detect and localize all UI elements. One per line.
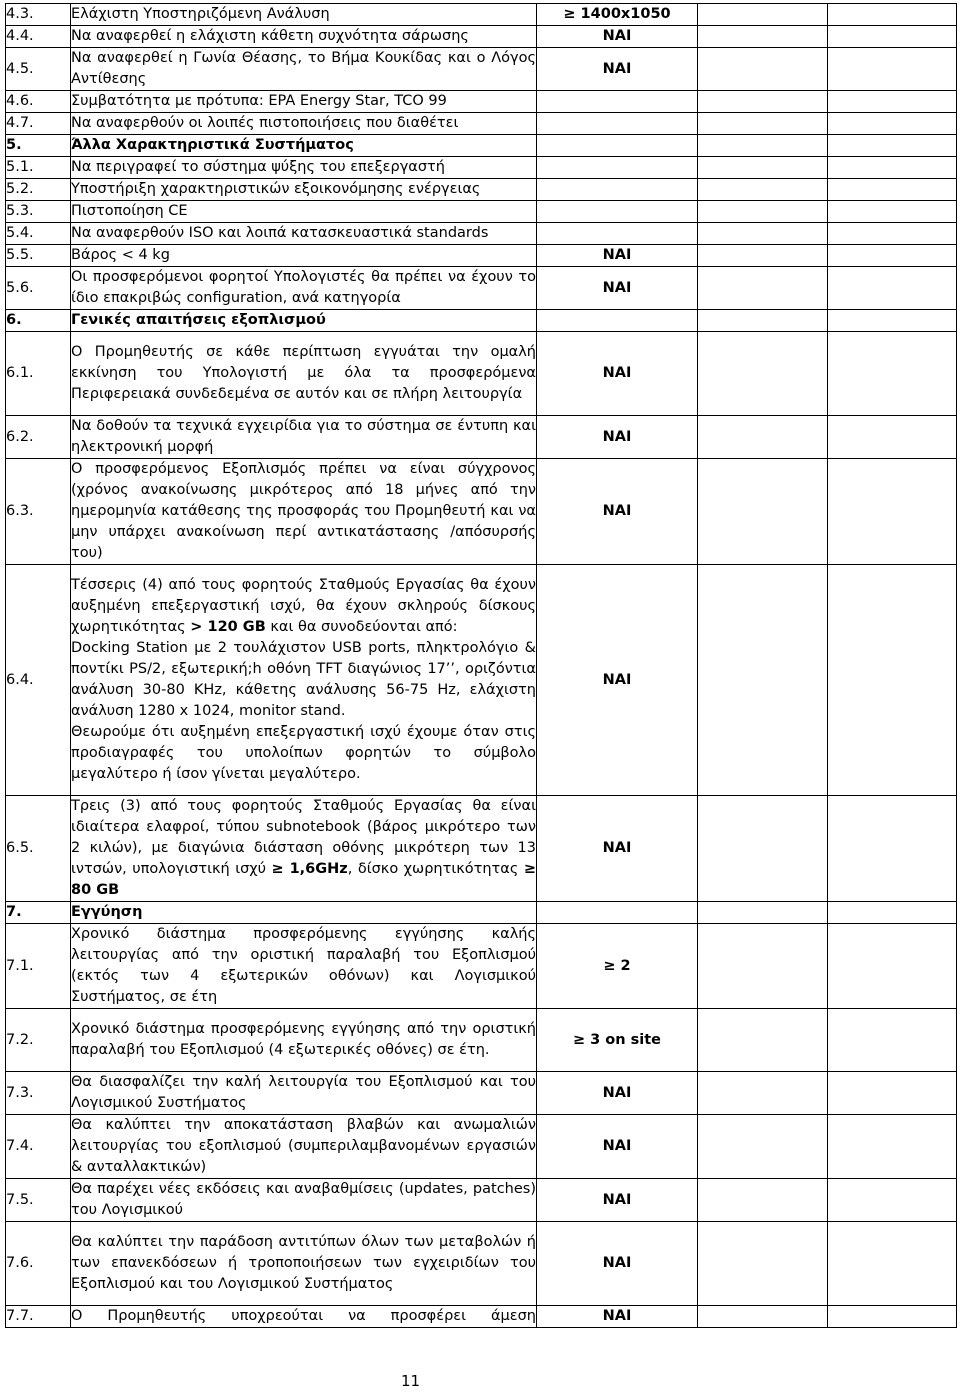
item-description: Χρονικό διάστημα προσφερόμενης εγγύησης από την οριστική παραλαβή του Εξοπλισμού (4 εξωτερικές οθόνες) σε έτη. <box>71 1009 537 1072</box>
section-title: Γενικές απαιτήσεις εξοπλισμού <box>71 310 537 332</box>
section-title: Εγγύηση <box>71 902 537 924</box>
description-text: Τέσσερις (4) από τους φορητούς Σταθμούς Εργασίας θα έχουν αυξημένη επεξεργαστική ισχύ, θα έχουν σκληρούς δίσκους χωρητικότητας <box>71 577 536 635</box>
item-number: 5.3. <box>6 201 71 223</box>
item-number: 4.4. <box>6 26 71 48</box>
item-description: Να αναφερθεί η Γωνία Θέασης, το Βήμα Κουκίδας και ο Λόγος Αντίθεσης <box>71 48 537 91</box>
requirement-value: ΝΑΙ <box>537 565 698 796</box>
item-description: Βάρος < 4 kg <box>71 245 537 267</box>
reference-cell <box>828 1072 957 1115</box>
requirement-value: ΝΑΙ <box>537 245 698 267</box>
requirement-value: ΝΑΙ <box>537 459 698 565</box>
answer-cell <box>698 902 828 924</box>
item-number: 7.3. <box>6 1072 71 1115</box>
answer-cell <box>698 796 828 902</box>
table-row <box>6 48 957 91</box>
table-row <box>6 565 957 796</box>
item-description: Θα καλύπτει την παράδοση αντιτύπων όλων των μεταβολών ή των επανεκδόσεων ή τροποποιήσεων των εγχειριδίων του Εξοπλισμού και του Λογισμικού Συστήματος <box>71 1222 537 1306</box>
item-number: 4.7. <box>6 113 71 135</box>
table-row <box>6 157 957 179</box>
table-row <box>6 1306 957 1328</box>
item-number: 7.2. <box>6 1009 71 1072</box>
answer-cell <box>698 1115 828 1179</box>
item-description: Πιστοποίηση CE <box>71 201 537 223</box>
answer-cell <box>698 1072 828 1115</box>
requirement-value <box>537 902 698 924</box>
item-description: Θα παρέχει νέες εκδόσεις και αναβαθμίσεις (updates, patches) του Λογισμικού <box>71 1179 537 1222</box>
reference-cell <box>828 201 957 223</box>
item-number: 6.1. <box>6 332 71 416</box>
item-number: 4.6. <box>6 91 71 113</box>
section-row <box>6 902 957 924</box>
description-paragraph: Docking Station με 2 τουλάχιστον USB ports, πληκτρολόγιο & ποντίκι PS/2, εξωτερική;h οθόνη TFT διαγώνιος 17’’, οριζόντια ανάλυση 30-80 KHz, κάθετης ανάλυσης 56-75 Hz, ελάχιστη ανάλυση 1280 x 1024, monitor stand. <box>71 640 536 719</box>
description-highlight: ≥ 80 GB <box>71 861 536 898</box>
requirement-value: ΝΑΙ <box>537 416 698 459</box>
requirement-value <box>537 113 698 135</box>
requirement-value: ΝΑΙ <box>537 1072 698 1115</box>
answer-cell <box>698 26 828 48</box>
reference-cell <box>828 1009 957 1072</box>
reference-cell <box>828 245 957 267</box>
requirement-value: ΝΑΙ <box>537 26 698 48</box>
item-number: 5.5. <box>6 245 71 267</box>
table-row <box>6 924 957 1009</box>
description-text: Τρεις (3) από τους φορητούς Σταθμούς Εργασίας θα είναι ιδιαίτερα ελαφροί, τύπου subnotebook (βάρος μικρότερο των 2 κιλών), με διαγώνια διάσταση οθόνης μικρότερη των 13 ιντσών, υπολογιστική ισχύ <box>71 798 536 877</box>
item-description: Ο Προμηθευτής σε κάθε περίπτωση εγγυάται την ομαλή εκκίνηση του Υπολογιστή με όλα τα προσφερόμενα Περιφερειακά συνδεδεμένα σε αυτόν και σε πλήρη λειτουργία <box>71 332 537 416</box>
answer-cell <box>698 48 828 91</box>
item-number: 5.4. <box>6 223 71 245</box>
item-number: 5.1. <box>6 157 71 179</box>
answer-cell <box>698 924 828 1009</box>
reference-cell <box>828 1222 957 1306</box>
table-row <box>6 332 957 416</box>
requirement-value: ΝΑΙ <box>537 796 698 902</box>
section-number: 6. <box>6 310 71 332</box>
page-number: 11 <box>401 1372 421 1390</box>
description-text: και θα συνοδεύονται από: <box>270 619 458 635</box>
requirement-value <box>537 91 698 113</box>
item-description: Θα καλύπτει την αποκατάσταση βλαβών και ανωμαλιών λειτουργίας του εξοπλισμού (συμπεριλαμβανομένων εργασιών & ανταλλακτικών) <box>71 1115 537 1179</box>
table-row <box>6 416 957 459</box>
item-number: 7.1. <box>6 924 71 1009</box>
requirement-value: ΝΑΙ <box>537 48 698 91</box>
item-description: Να δοθούν τα τεχνικά εγχειρίδια για το σύστημα σε έντυπη και ηλεκτρονική μορφή <box>71 416 537 459</box>
answer-cell <box>698 332 828 416</box>
reference-cell <box>828 924 957 1009</box>
requirement-value: ΝΑΙ <box>537 1115 698 1179</box>
requirement-value: ≥ 2 <box>537 924 698 1009</box>
item-number: 5.6. <box>6 267 71 310</box>
reference-cell <box>828 135 957 157</box>
reference-cell <box>828 310 957 332</box>
item-number: 6.5. <box>6 796 71 902</box>
reference-cell <box>828 1179 957 1222</box>
item-description: Χρονικό διάστημα προσφερόμενης εγγύησης καλής λειτουργίας από την οριστική παραλαβή του Εξοπλισμού (εκτός των 4 εξωτερικών οθόνων) και Λογισμικού Συστήματος, σε έτη <box>71 924 537 1009</box>
item-description: Να αναφερθούν οι λοιπές πιστοποιήσεις που διαθέτει <box>71 113 537 135</box>
section-title: Άλλα Χαρακτηριστικά Συστήματος <box>71 135 537 157</box>
answer-cell <box>698 416 828 459</box>
reference-cell <box>828 91 957 113</box>
description-paragraph <box>71 575 536 638</box>
answer-cell <box>698 1009 828 1072</box>
item-number: 6.4. <box>6 565 71 796</box>
answer-cell <box>698 1179 828 1222</box>
description-highlight: ≥ 1,6GHz <box>271 861 348 877</box>
reference-cell <box>828 4 957 26</box>
description-text: , δίσκο χωρητικότητας <box>347 861 519 877</box>
reference-cell <box>828 26 957 48</box>
reference-cell <box>828 48 957 91</box>
item-number: 4.3. <box>6 4 71 26</box>
requirement-value <box>537 223 698 245</box>
table-row <box>6 4 957 26</box>
requirement-value: ΝΑΙ <box>537 332 698 416</box>
table-row <box>6 113 957 135</box>
answer-cell <box>698 201 828 223</box>
specification-table <box>5 3 957 1328</box>
item-number: 4.5. <box>6 48 71 91</box>
item-description: Συμβατότητα με πρότυπα: EPA Energy Star, TCO 99 <box>71 91 537 113</box>
item-description <box>71 565 537 796</box>
requirement-value: ΝΑΙ <box>537 267 698 310</box>
item-description <box>71 796 537 902</box>
table-row <box>6 1009 957 1072</box>
table-row <box>6 1115 957 1179</box>
item-description: Να αναφερθεί η ελάχιστη κάθετη συχνότητα σάρωσης <box>71 26 537 48</box>
item-number: 5.2. <box>6 179 71 201</box>
description-highlight: > 120 GB <box>190 619 266 635</box>
section-row <box>6 310 957 332</box>
reference-cell <box>828 565 957 796</box>
requirement-value <box>537 179 698 201</box>
reference-cell <box>828 223 957 245</box>
table-row <box>6 267 957 310</box>
reference-cell <box>828 113 957 135</box>
section-number: 7. <box>6 902 71 924</box>
table-row <box>6 1222 957 1306</box>
answer-cell <box>698 267 828 310</box>
requirement-value: ≥ 1400x1050 <box>537 4 698 26</box>
reference-cell <box>828 157 957 179</box>
answer-cell <box>698 91 828 113</box>
reference-cell <box>828 459 957 565</box>
item-description: Ελάχιστη Υποστηριζόμενη Ανάλυση <box>71 4 537 26</box>
answer-cell <box>698 135 828 157</box>
item-number: 6.2. <box>6 416 71 459</box>
item-number: 7.5. <box>6 1179 71 1222</box>
requirement-value <box>537 157 698 179</box>
reference-cell <box>828 267 957 310</box>
requirement-value: ΝΑΙ <box>537 1222 698 1306</box>
answer-cell <box>698 4 828 26</box>
item-number: 7.4. <box>6 1115 71 1179</box>
answer-cell <box>698 223 828 245</box>
reference-cell <box>828 332 957 416</box>
requirement-value: ΝΑΙ <box>537 1179 698 1222</box>
item-description: Υποστήριξη χαρακτηριστικών εξοικονόμησης ενέργειας <box>71 179 537 201</box>
table-row <box>6 1179 957 1222</box>
reference-cell <box>828 1306 957 1328</box>
requirement-value <box>537 310 698 332</box>
answer-cell <box>698 113 828 135</box>
table-row <box>6 91 957 113</box>
answer-cell <box>698 1306 828 1328</box>
description-paragraph: Θεωρούμε ότι αυξημένη επεξεργαστική ισχύ έχουμε όταν στις προδιαγραφές του υπολοίπων φορητών το σύμβολο μεγαλύτερο ή ίσον γίνεται μεγαλύτερο. <box>71 724 536 782</box>
table-row <box>6 796 957 902</box>
table-row <box>6 459 957 565</box>
item-description: Ο προσφερόμενος Εξοπλισμός πρέπει να είναι σύγχρονος (χρόνος ανακοίνωσης μικρότερος από 18 μήνες από την ημερομηνία κατάθεσης της προσφοράς του Προμηθευτή και να μην υπάρχει ανακοίνωση περί αντικατάστασης /απόσυρσής του) <box>71 459 537 565</box>
answer-cell <box>698 1222 828 1306</box>
table-row <box>6 201 957 223</box>
answer-cell <box>698 179 828 201</box>
requirement-value <box>537 201 698 223</box>
reference-cell <box>828 796 957 902</box>
requirement-value: ΝΑΙ <box>537 1306 698 1328</box>
reference-cell <box>828 902 957 924</box>
item-description: Οι προσφερόμενοι φορητοί Υπολογιστές θα πρέπει να έχουν το ίδιο επακριβώς configuration, ανά κατηγορία <box>71 267 537 310</box>
item-number: 6.3. <box>6 459 71 565</box>
answer-cell <box>698 245 828 267</box>
requirement-value <box>537 135 698 157</box>
item-number: 7.6. <box>6 1222 71 1306</box>
table-row <box>6 1072 957 1115</box>
item-description: Θα διασφαλίζει την καλή λειτουργία του Εξοπλισμού και του Λογισμικού Συστήματος <box>71 1072 537 1115</box>
table-row <box>6 179 957 201</box>
answer-cell <box>698 310 828 332</box>
item-description: Να περιγραφεί το σύστημα ψύξης του επεξεργαστή <box>71 157 537 179</box>
answer-cell <box>698 565 828 796</box>
reference-cell <box>828 179 957 201</box>
item-description: Να αναφερθούν ISO και λοιπά κατασκευαστικά standards <box>71 223 537 245</box>
answer-cell <box>698 157 828 179</box>
answer-cell <box>698 459 828 565</box>
item-number: 7.7. <box>6 1306 71 1328</box>
item-description: Ο Προμηθευτής υποχρεούται να προσφέρει άμεση <box>71 1306 537 1328</box>
table-row <box>6 26 957 48</box>
section-number: 5. <box>6 135 71 157</box>
reference-cell <box>828 1115 957 1179</box>
section-row <box>6 135 957 157</box>
table-row <box>6 223 957 245</box>
requirement-value: ≥ 3 on site <box>537 1009 698 1072</box>
reference-cell <box>828 416 957 459</box>
table-row <box>6 245 957 267</box>
